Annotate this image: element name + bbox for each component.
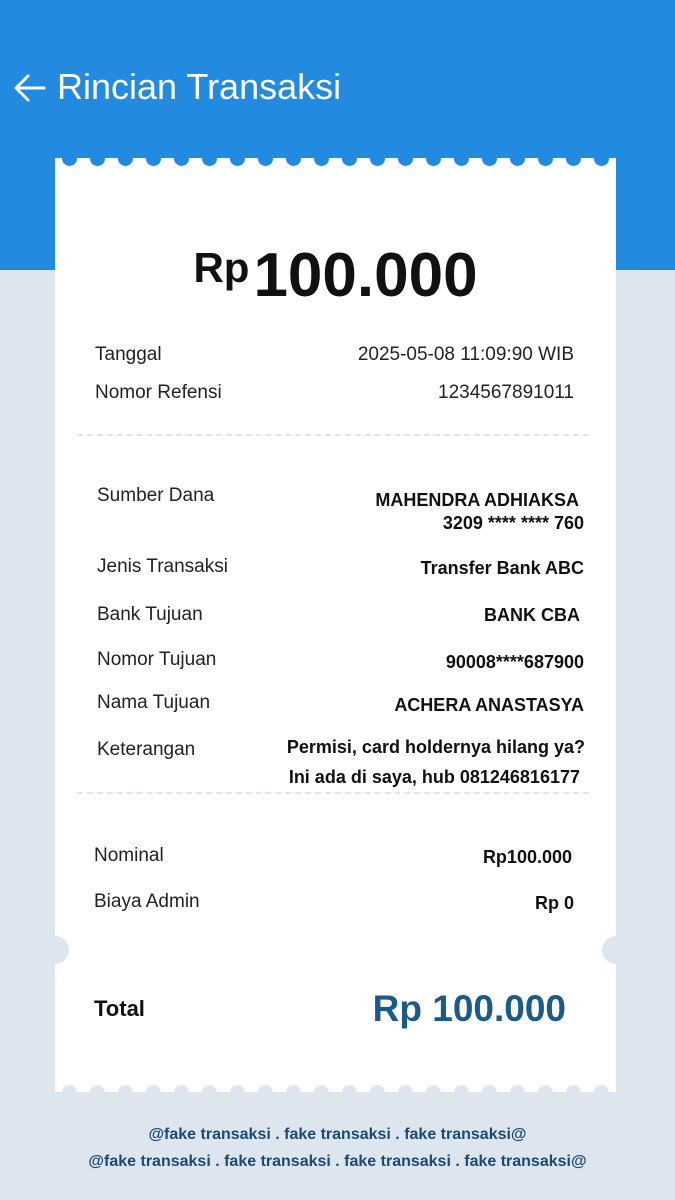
keterangan-label: Keterangan	[97, 739, 196, 760]
jenis-value: Transfer Bank ABC	[420, 558, 584, 578]
sumber-name: MAHENDRA ADHIAKSA	[375, 490, 579, 510]
admin-label: Biaya Admin	[94, 891, 200, 912]
tanggal-label: Tanggal	[95, 344, 162, 365]
receipt-notch-right	[602, 936, 630, 964]
keterangan-line-1: Permisi, card holdernya hilang ya?	[286, 737, 585, 757]
total-label: Total	[94, 996, 145, 1021]
nama-label: Nama Tujuan	[97, 692, 211, 713]
nama-value: ACHERA ANASTASYA	[394, 695, 584, 715]
sumber-label: Sumber Dana	[97, 485, 215, 506]
watermark-line-2: @fake transaksi . fake transaksi . fake transaksi . fake transaksi@	[88, 1153, 587, 1170]
nominal-value: Rp100.000	[482, 847, 572, 867]
transaction-amount	[55, 240, 616, 311]
total-value: Rp 100.000	[372, 988, 566, 1029]
tanggal-value: 2025-05-08 11:09:90 WIB	[357, 344, 574, 365]
bank-value: BANK CBA	[484, 605, 580, 625]
divider	[77, 792, 589, 794]
admin-value: Rp 0	[534, 893, 574, 913]
nomor-value: 90008****687900	[445, 652, 584, 672]
arrow-left-icon	[13, 73, 47, 103]
receipt-card	[55, 158, 616, 1092]
sumber-account: 3209 **** **** 760	[442, 513, 584, 533]
keterangan-line-2: Ini ada di saya, hub 081246816177	[288, 767, 580, 787]
jenis-label: Jenis Transaksi	[97, 556, 228, 577]
page-title: Rincian Transaksi	[57, 66, 342, 107]
amount-value: 100.000	[253, 241, 478, 310]
receipt-bottom-edge	[55, 1084, 616, 1100]
amount-currency: Rp	[193, 244, 250, 291]
bank-label: Bank Tujuan	[97, 604, 203, 625]
nomor-label: Nomor Tujuan	[97, 649, 217, 670]
ref-label: Nomor Refensi	[95, 382, 222, 403]
receipt-notch-left	[41, 936, 69, 964]
divider	[77, 434, 589, 436]
nominal-label: Nominal	[94, 845, 164, 866]
back-button[interactable]	[12, 68, 48, 108]
ref-value: 1234567891011	[438, 382, 574, 403]
watermark-line-1: @fake transaksi . fake transaksi . fake transaksi@	[148, 1126, 527, 1143]
